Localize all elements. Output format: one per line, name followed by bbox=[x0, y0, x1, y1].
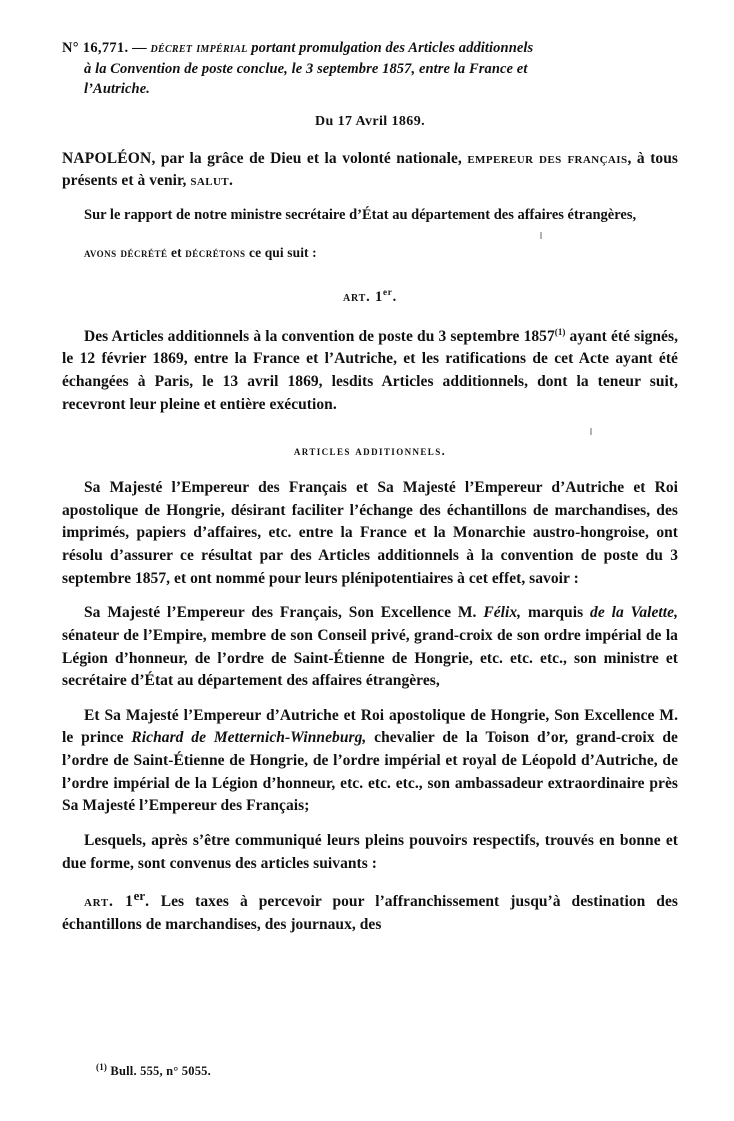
paragraph-napoleon bbox=[62, 148, 678, 193]
france-name-valette: de la Valette, bbox=[590, 604, 678, 622]
napoleon-text-3: . bbox=[229, 172, 233, 190]
scan-artifact-2 bbox=[590, 428, 592, 435]
article-1-inline-label: art. 1 bbox=[84, 893, 134, 911]
decrete-mid: et bbox=[167, 244, 186, 260]
paragraph-lesquels: Lesquels, après s’être communiqué leurs pleins pouvoirs respectifs, trouvés en bonne et due forme, sont convenus des articles suivants : bbox=[62, 831, 678, 872]
napoleon-text-1: , par la grâce de Dieu et la volonté nationale, bbox=[151, 149, 468, 167]
article-1-ordinal: er bbox=[383, 286, 393, 297]
france-text-2: marquis bbox=[521, 604, 591, 622]
paragraph-article-1-body bbox=[62, 326, 678, 417]
paragraph-decrete bbox=[62, 245, 678, 261]
article-1-inline-ordinal: er bbox=[133, 888, 146, 904]
paragraph-plenipotentiary-austria bbox=[62, 705, 678, 818]
heading-dash: — bbox=[128, 40, 151, 56]
paragraph-article-1-taxes bbox=[62, 887, 678, 936]
decretons: décrétons bbox=[185, 244, 246, 260]
austria-text-1: Et Sa Majesté l’Empereur d’Autriche et Roi apostolique de Hongrie, Son Excellence M. le prince bbox=[62, 706, 678, 747]
decree-number: N° 16,771. bbox=[62, 40, 129, 56]
decree-heading bbox=[62, 38, 678, 100]
france-text-3: sénateur de l’Empire, membre de son Conseil privé, grand-croix de son ordre impérial de la Légion d’honneur, de l’ordre de Saint-Étienne de Hongrie, etc. etc. etc., son ministre et secrétaire d’État au département des affaires étrangères, bbox=[62, 626, 678, 690]
article-1-title bbox=[62, 287, 678, 306]
date-line: Du 17 Avril 1869. bbox=[315, 113, 425, 129]
article-1-text-1: Des Articles additionnels à la convention de poste du 3 septembre 1857 bbox=[84, 327, 555, 345]
article-1-inline-dot: . bbox=[145, 893, 150, 911]
heading-line3: l’Autriche. bbox=[84, 81, 150, 98]
paragraph-plenipotentiary-france bbox=[62, 602, 678, 693]
paragraph-preamble: Sa Majesté l’Empereur des Français et Sa Majesté l’Empereur d’Autriche et Roi apostolique de Hongrie, désirant faciliter l’échange des échantillons de marchandises, des imprimés, papiers d’affaires, etc. entre la France et la Monarchie austro-hongroise, ont résolu d’assurer ce résultat par des Articles additionnels à la convention de poste du 3 septembre 1857, et ont nommé pour leurs plénipotentiaires à cet effet, savoir : bbox=[62, 479, 678, 587]
austria-name-metternich: Richard de Metternich-Winneburg, bbox=[131, 729, 367, 747]
article-1-label: art. 1 bbox=[342, 288, 384, 305]
article-1-taxes-text: Les taxes à percevoir pour l’affranchissement jusqu’à destination des échantillons de marchandises, des journaux, des bbox=[62, 893, 678, 933]
decrete-end: ce qui suit : bbox=[245, 244, 317, 260]
avons-decrete: avons décrété bbox=[84, 244, 168, 260]
napoleon-text-2: , à tous présents et à venir, bbox=[62, 149, 678, 190]
article-1-dot: . bbox=[392, 288, 398, 305]
heading-small-caps: décret impérial bbox=[150, 40, 248, 56]
heading-line1-rest: portant promulgation des Articles additionnels bbox=[247, 40, 534, 56]
footnote-1 bbox=[96, 1062, 211, 1079]
footnote-text: Bull. 555, n° 5055. bbox=[107, 1064, 211, 1078]
salut-word: salut bbox=[190, 172, 230, 190]
section-title-articles-additionnels: articles additionnels. bbox=[293, 444, 447, 459]
article-1-text-2: ayant été signés, le 12 février 1869, entre la France et l’Autriche, et les ratifications de cet Acte ayant été échangées à Paris, le 13 avril 1869, lesdits Articles additionnels, dont la teneur suit, recevront leur pleine et entière exécution. bbox=[62, 327, 678, 413]
france-name-felix: Félix, bbox=[483, 604, 522, 622]
footnote-ref-1: (1) bbox=[554, 326, 566, 337]
france-text-1: Sa Majesté l’Empereur des Français, Son Excellence M. bbox=[84, 604, 484, 622]
paragraph-rapport: Sur le rapport de notre ministre secrétaire d’État au département des affaires étrangères, bbox=[84, 206, 637, 223]
title-empereur: empereur bbox=[467, 149, 534, 167]
footnote-marker: (1) bbox=[96, 1061, 108, 1072]
napoleon-name: NAPOLÉON bbox=[62, 149, 152, 167]
scan-artifact-1 bbox=[540, 232, 542, 239]
heading-line2: à la Convention de poste conclue, le 3 septembre 1857, entre la France et bbox=[84, 60, 528, 77]
title-des-francais: des français bbox=[538, 149, 628, 167]
austria-text-2: chevalier de la Toison d’or, grand-croix de l’ordre de Saint-Étienne de Hongrie, de l’ordre impérial et royal de Léopold d’Autriche, de l’ordre impérial de la Légion d’honneur, etc. etc. etc., son ambassadeur extraordinaire près Sa Majesté l’Empereur des Français; bbox=[62, 729, 678, 815]
